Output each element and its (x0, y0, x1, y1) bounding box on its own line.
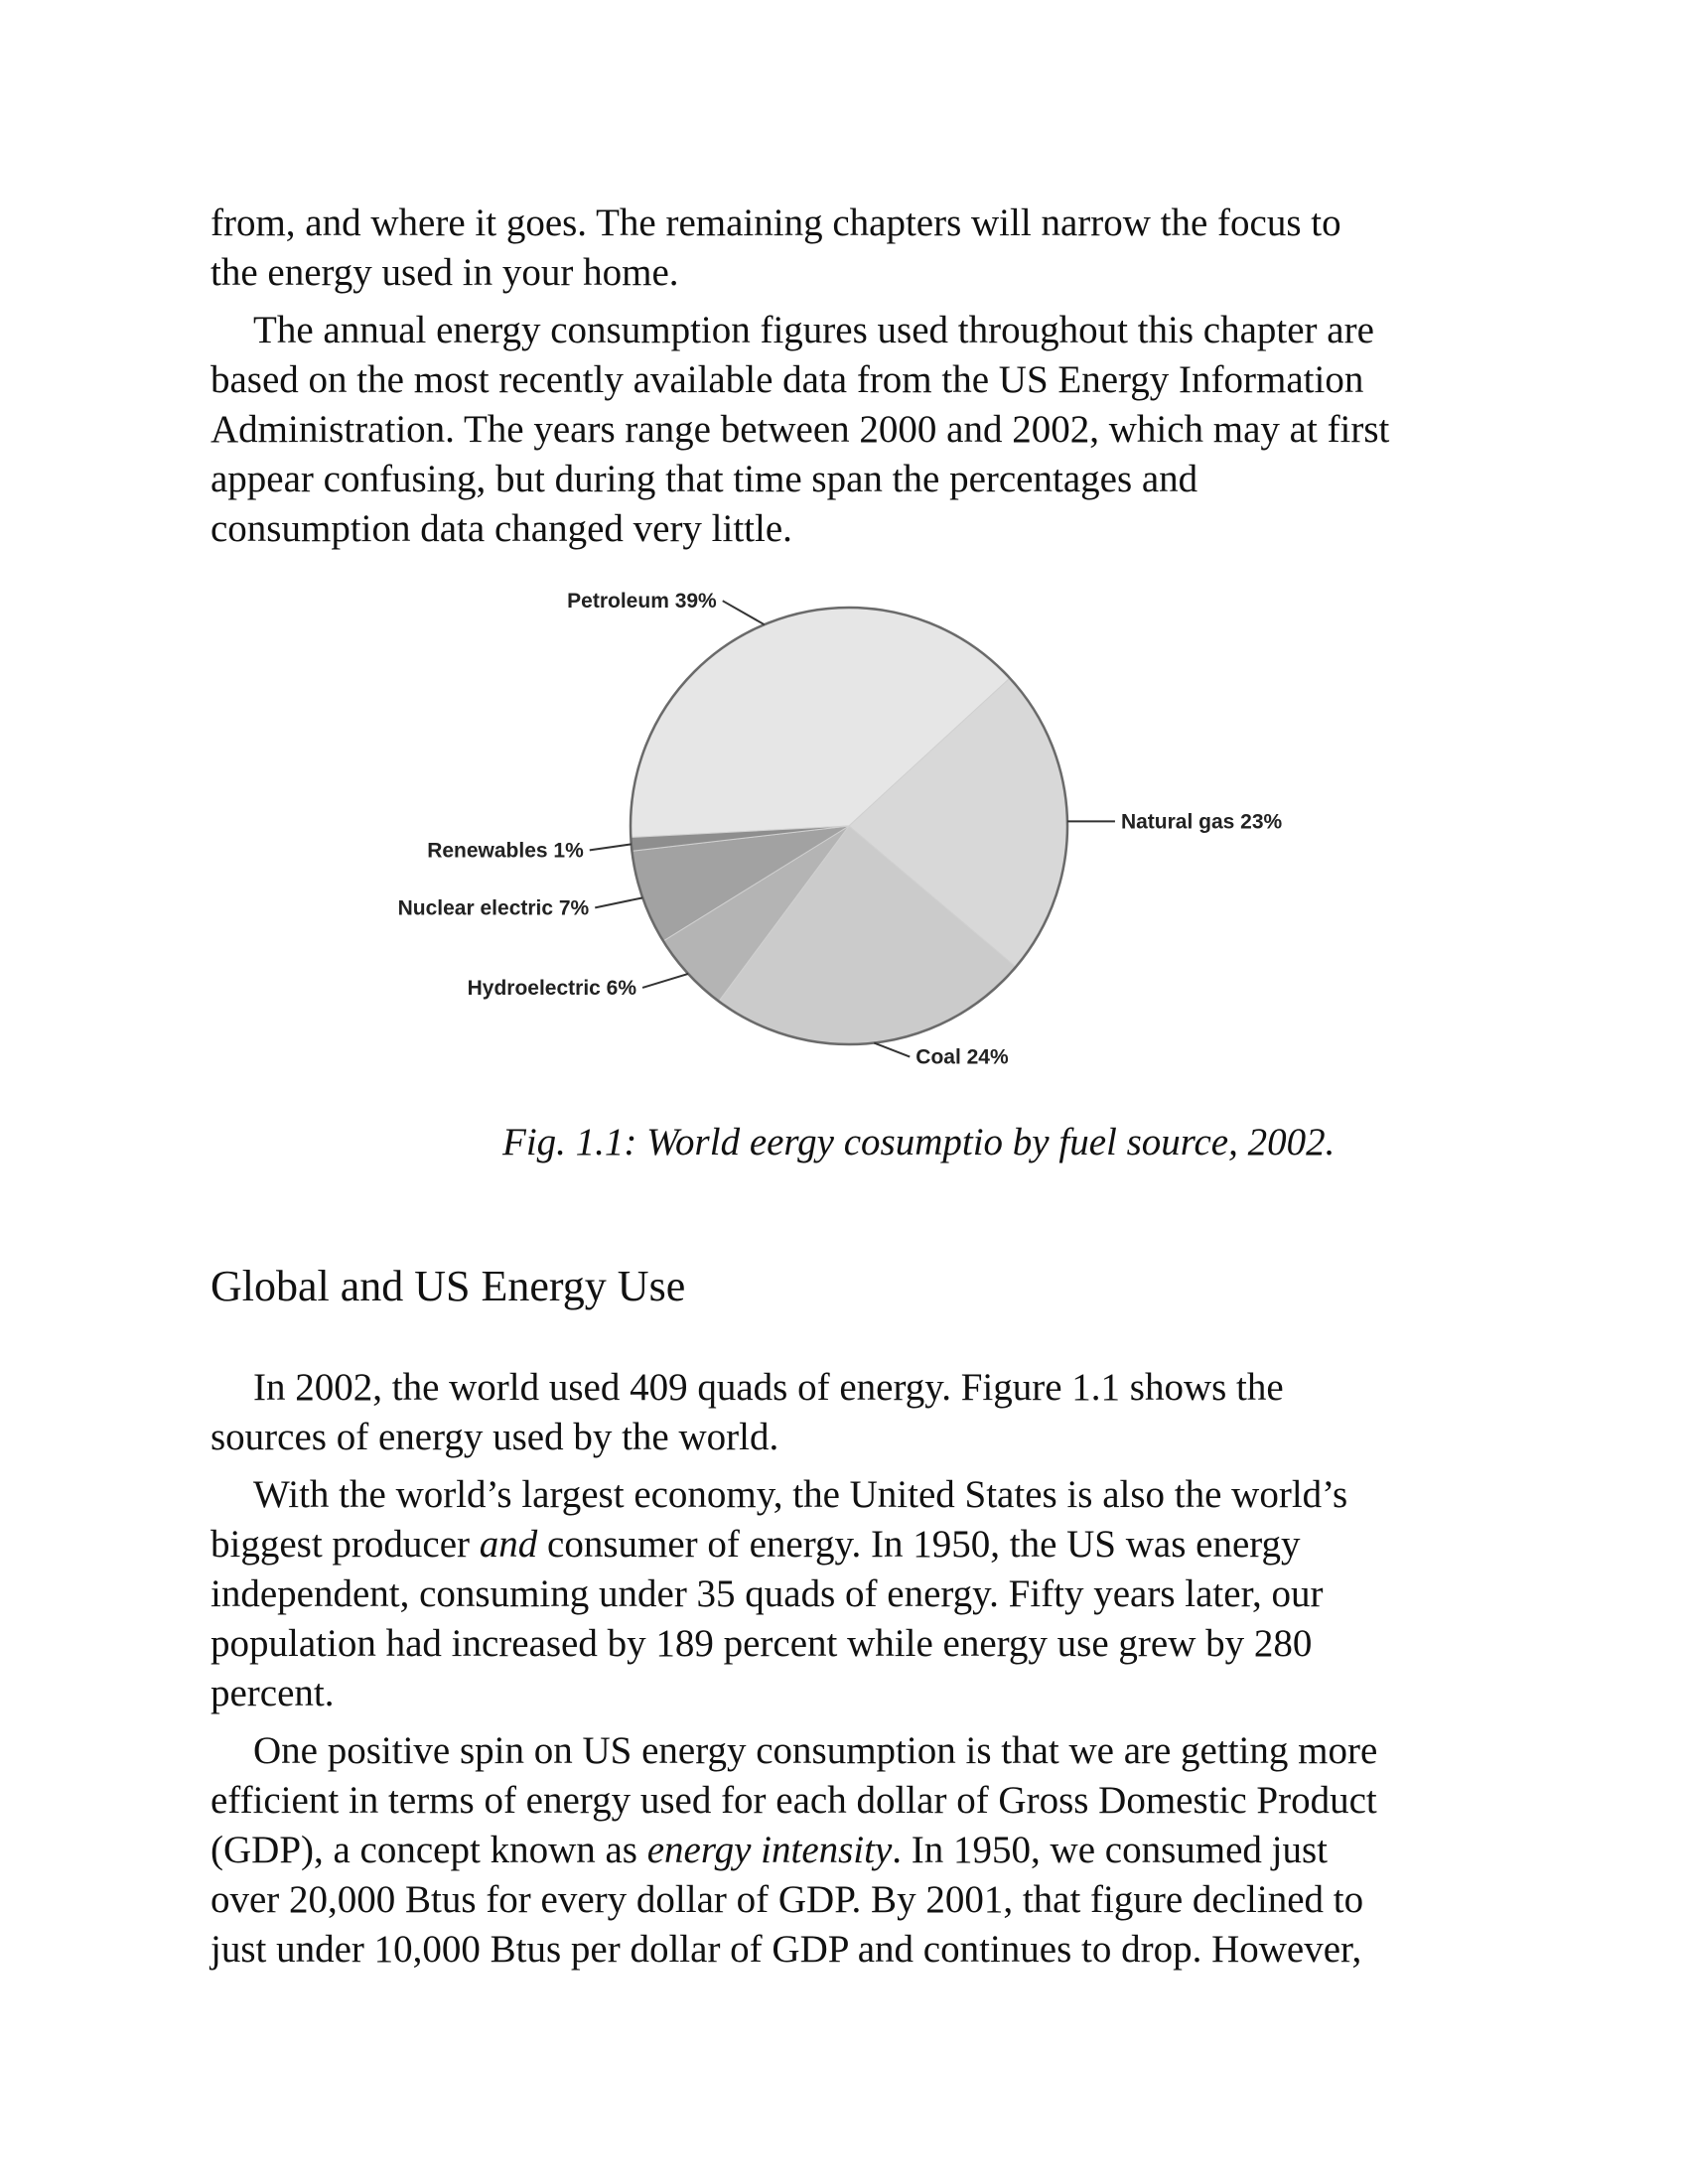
section-paragraph-2 (211, 1470, 1491, 1718)
text-run: independent, consuming under 35 quads of energy. Fifty years later, our (211, 1572, 1324, 1615)
text-line (211, 1826, 1491, 1875)
italic-text: energy intensity (646, 1829, 893, 1871)
text-run: consumer of energy. In 1950, the US was energy (537, 1523, 1301, 1566)
leader-line (642, 974, 688, 988)
pie-label: Hydroelectric 6% (467, 976, 637, 1000)
text-run: population had increased by 189 percent while energy use grew by 280 (211, 1622, 1313, 1665)
text-line: The annual energy consumption figures used throughout this chapter are (253, 309, 1374, 351)
pie-label: Petroleum 39% (567, 590, 717, 614)
pie-label: Nuclear electric 7% (397, 896, 590, 920)
text-line (211, 1776, 1491, 1826)
text-line: Administration. The years range between 2000 and 2002, which may at first (211, 408, 1390, 451)
text-line: sources of energy used by the world. (211, 1416, 779, 1458)
text-line (211, 1570, 1491, 1619)
pie-label: Natural gas 23% (1120, 810, 1283, 834)
section-heading: Global and US Energy Use (211, 1262, 686, 1310)
text-line: consumption data changed very little. (211, 507, 792, 550)
text-line: In 2002, the world used 409 quads of energy. Figure 1.1 shows the (253, 1366, 1284, 1409)
intro-paragraph-1 (211, 199, 1491, 298)
text-run: just under 10,000 Btus per dollar of GDP and continues to drop. However, (211, 1928, 1362, 1971)
text-run: percent. (211, 1672, 335, 1714)
energy-pie-chart (397, 586, 1291, 1082)
section-paragraph-3 (211, 1726, 1491, 1975)
intro-paragraph-2 (211, 306, 1491, 554)
text-run: efficient in terms of energy used for each dollar of Gross Domestic Product (211, 1779, 1377, 1822)
text-line (211, 1875, 1491, 1925)
text-run: over 20,000 Btus for every dollar of GDP. By 2001, that figure declined to (211, 1878, 1364, 1921)
text-line: the energy used in your home. (211, 251, 679, 294)
leader-line (590, 844, 632, 850)
figure-caption: Fig. 1.1: World eergy cosumptio by fuel source, 2002. (502, 1121, 1336, 1163)
text-line: from, and where it goes. The remaining chapters will narrow the focus to (211, 202, 1341, 244)
leader-line (723, 601, 765, 624)
text-run: One positive spin on US energy consumption is that we are getting more (253, 1729, 1378, 1772)
text-line (211, 1470, 1491, 1520)
text-line (211, 1726, 1491, 1776)
leader-line (874, 1043, 910, 1057)
text-run: . In 1950, we consumed just (892, 1829, 1328, 1871)
text-line (211, 1619, 1491, 1669)
leader-line (595, 897, 642, 907)
text-run: With the world’s largest economy, the United States is also the world’s (253, 1473, 1348, 1516)
text-line: based on the most recently available data from the US Energy Information (211, 358, 1364, 401)
text-line (211, 1669, 1491, 1718)
section-paragraph-1 (211, 1363, 1491, 1462)
intro-text (211, 199, 1491, 554)
text-run: biggest producer (211, 1523, 480, 1566)
section-text (211, 1363, 1491, 1975)
italic-text: and (479, 1523, 538, 1566)
text-run: (GDP), a concept known as (211, 1829, 647, 1871)
pie-label: Coal 24% (915, 1045, 1009, 1069)
text-line (211, 1520, 1491, 1570)
pie-label: Renewables 1% (427, 839, 584, 863)
text-line (211, 1925, 1491, 1975)
text-line: appear confusing, but during that time span the percentages and (211, 458, 1198, 500)
